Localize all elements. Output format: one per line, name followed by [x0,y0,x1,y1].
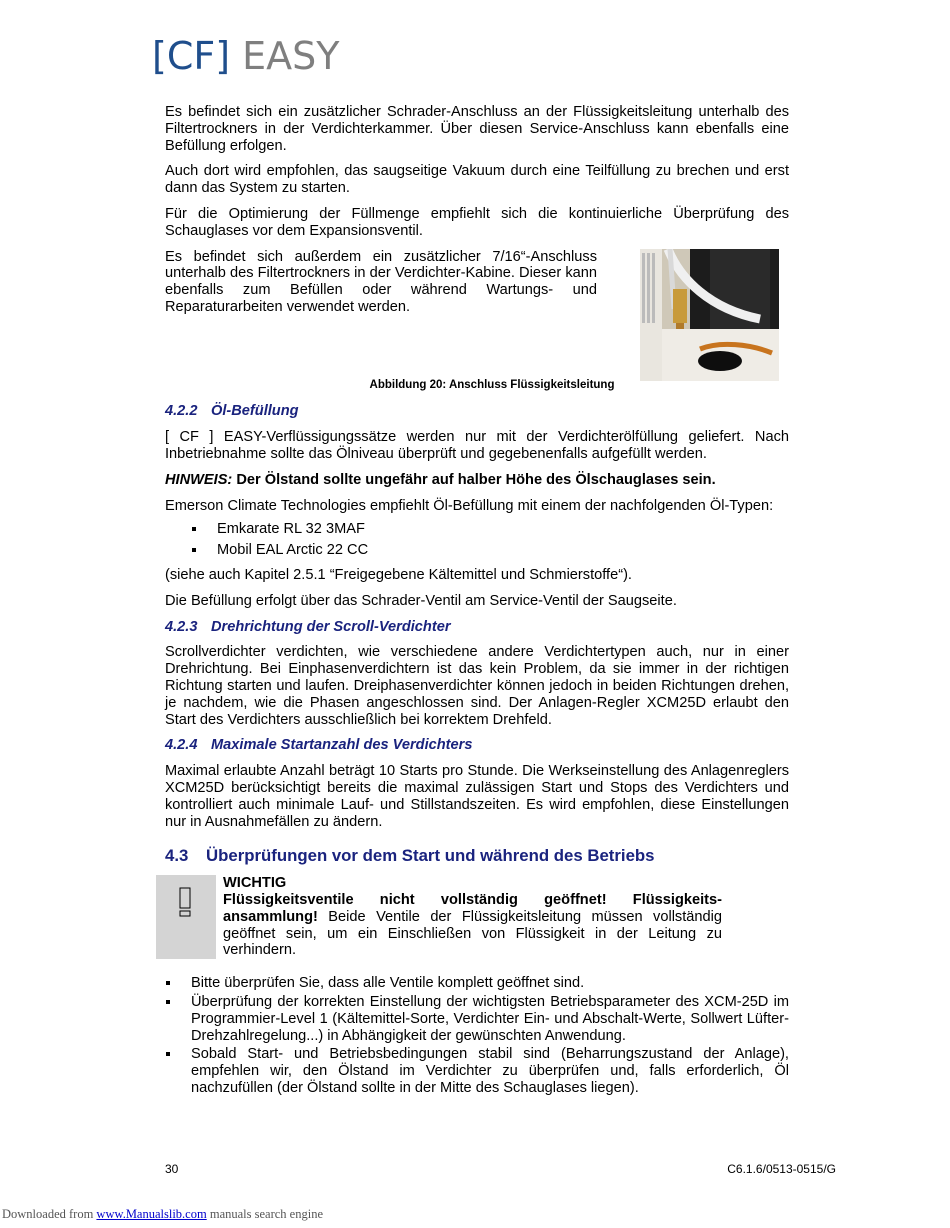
list-item: Emkarate RL 32 3MAF [165,521,789,538]
warning-detail-text: Beide Ventile der Flüssigkeitsleitung müssen vollständig geöffnet sein, um ein Einschließen von Flüssigkeit in der Leitung zu verhindern. [223,908,722,959]
section-title: Öl-Befüllung [211,403,299,420]
paragraph: Scrollverdichter verdichten, wie verschiedene andere Verdichtertypen auch, nur in einer Drehrichtung. Bei Einphasenverdichtern ist das kein Problem, da sie immer in der richtigen Richtung starten und laufen. Dreiphasenverdichter können jedoch in beiden Richtungen drehen, je nachdem, wie die Phasen angeschlossen sind. Der Anlagen-Regler XCM25D erlaubt den Start des Verdichters ausschließlich bei korrektem Drehfeld. [165,644,789,728]
manualslib-link[interactable]: www.Manualslib.com [96,1207,207,1221]
section-heading-4-2-3 [165,619,789,636]
figure-row [165,249,789,371]
warning-text [223,875,722,959]
list-item: Mobil EAL Arctic 22 CC [165,542,789,559]
list-item: Bitte überprüfen Sie, dass alle Ventile komplett geöffnet sind. [165,975,789,992]
paragraph: Auch dort wird empfohlen, das saugseitige Vakuum durch eine Teilfüllung zu brechen und erst dann das System zu starten. [165,163,789,197]
warning-box [156,875,789,961]
section-number: 4.2.3 [165,618,198,635]
warning-icon [179,887,191,917]
section-heading-4-2-4 [165,737,789,754]
paragraph: Für die Optimierung der Füllmenge empfiehlt sich die kontinuierliche Überprüfung des Schauglases vor dem Expansionsventil. [165,205,789,239]
paragraph: Die Befüllung erfolgt über das Schrader-Ventil am Service-Ventil der Saugseite. [165,592,677,609]
section-number: 4.2.2 [165,403,198,420]
figure-caption: Abbildung 20: Anschluss Flüssigkeitsleitung [369,378,615,391]
section-title: Überprüfungen vor dem Start und während des Betriebs [206,846,655,866]
warning-bold-text: Flüssigkeitsventile nicht vollständig geöffnet! Flüssigkeits-ansammlung! [223,891,722,925]
note-label: HINWEIS: [165,471,233,488]
list-item: Sobald Start- und Betriebsbedingungen stabil sind (Beharrungszustand der Anlage), empfehlen wir, den Ölstand im Verdichter zu überprüfen und, falls erforderlich, Öl nachzufüllen (der Ölstand sollte in der Mitte des Schauglases liegen). [165,1046,789,1096]
note-text: Der Ölstand sollte ungefähr auf halber Höhe des Ölschauglases sein. [232,471,716,488]
paragraph: [ CF ] EASY-Verflüssigungssätze werden nur mit der Verdichterölfüllung geliefert. Nach Inbetriebnahme sollte das Ölniveau überprüft und gegebenenfalls aufgefüllt werden. [165,429,789,462]
oil-type-list [165,521,789,559]
logo-name: EASY [242,34,340,78]
section-title: Drehrichtung der Scroll-Verdichter [211,618,451,635]
warning-title: WICHTIG [223,875,287,892]
section-number: 4.3 [165,846,189,866]
section-heading-4-2-2 [165,403,789,420]
download-prefix: Downloaded from [2,1207,97,1221]
note [165,472,789,489]
page-number: 30 [165,1162,179,1176]
check-list [165,975,789,1097]
paragraph: Maximal erlaubte Anzahl beträgt 10 Starts pro Stunde. Die Werkseinstellung des Anlagenreglers XCM25D berücksichtigt bereits die maximal zulässigen Start und Stops des Verdichters und kontrolliert auch minimale Lauf- und Stillstandszeiten. Es wird empfohlen, diese Einstellungen nur in Ausnahmefällen zu ändern. [165,763,789,830]
brand-logo [152,34,339,78]
logo-bracket-text: [CF] [152,34,231,78]
liquid-line-connection-photo [640,249,779,381]
paragraph: Emerson Climate Technologies empfiehlt Öl-Befüllung mit einem der nachfolgenden Öl-Typen: [165,497,774,514]
section-heading-4-3 [165,848,789,865]
paragraph: Es befindet sich außerdem ein zusätzlicher 7/16“-Anschluss unterhalb des Filtertrockners in der Verdichter-Kabine. Dieser kann ebenfalls zum Befüllen oder während Wartungs- und Reparaturarbeiten verwendet werden. [165,248,597,315]
section-number: 4.2.4 [165,737,198,754]
paragraph: Es befindet sich ein zusätzlicher Schrader-Anschluss an der Flüssigkeitsleitung unterhalb des Filtertrockners in der Verdichterkammer. Über diesen Service-Anschluss kann ebenfalls eine Befüllung erfolgen. [165,104,789,154]
download-suffix: manuals search engine [206,1207,323,1221]
warning-icon-panel [156,875,216,959]
download-notice [2,1207,323,1222]
document-code: C6.1.6/0513-0515/G [727,1162,836,1176]
section-title: Maximale Startanzahl des Verdichters [211,737,473,754]
warning-body [223,892,722,959]
list-item: Überprüfung der korrekten Einstellung der wichtigsten Betriebsparameter des XCM-25D im Programmier-Level 1 (Kältemittel-Sorte, Verdichter Ein- und Abschalt-Werte, Sollwert Lüfter-Drehzahlregelung...) in Abhängigkeit der gewünschten Anwendung. [165,994,789,1044]
page-content [165,104,789,1099]
paragraph: (siehe auch Kapitel 2.5.1 “Freigegebene Kältemittel und Schmierstoffe“). [165,566,632,583]
